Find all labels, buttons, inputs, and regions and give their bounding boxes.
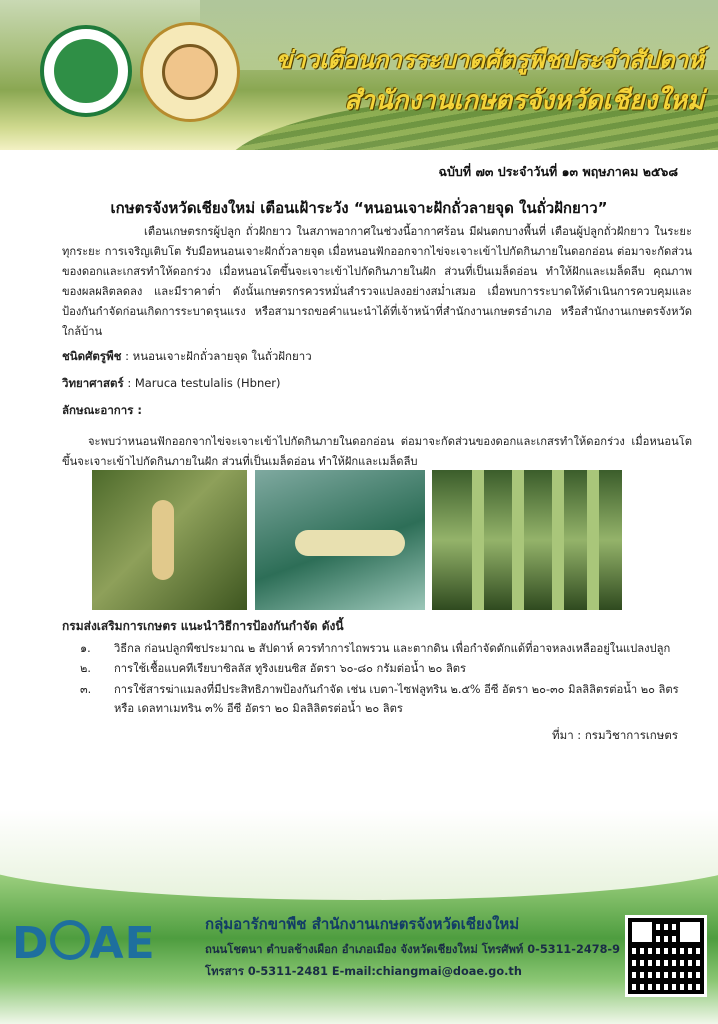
bulletin-title: ข่าวเตือนการระบาดศัตรูพืชประจำสัปดาห์ <box>275 45 704 74</box>
headline: เกษตรจังหวัดเชียงใหม่ เตือนเฝ้าระวัง “หนอนเจาะฝักถั่วลายจุด ในถั่วฝักยาว” <box>110 199 608 217</box>
symptom-paragraph: จะพบว่าหนอนฟักออกจากไข่จะเจาะเข้าไปกัดกินภายในดอกอ่อน ต่อมาจะกัดส่วนของดอกและเกสรทำให้ดอกร่วง เมื่อหนอนโตขึ้นจะเจาะเข้าไปกัดกินภายในฝัก ส่วนที่เป็นเมล็ดอ่อน ทำให้ฝักและเมล็ดลีบ <box>62 435 692 468</box>
recommendation-item <box>80 680 690 718</box>
footer-wave <box>0 810 718 900</box>
bean-pod-photo <box>432 470 622 610</box>
recommendation-item <box>80 659 690 678</box>
item-text: การใช้สารฆ่าแมลงที่มีประสิทธิภาพป้องกันกำจัด เช่น เบตา-ไซฟลูทริน ๒.๕% อีซี อัตรา ๒๐-๓๐ มิลลิลิตรต่อน้ำ ๒๐ ลิตร <box>114 683 679 696</box>
recommendations-title: กรมส่งเสริมการเกษตร แนะนำวิธีการป้องกันกำจัด ดังนี้ <box>62 619 344 633</box>
qr-code-icon[interactable] <box>625 915 707 997</box>
source-credit: ที่มา : กรมวิชาการเกษตร <box>552 728 678 742</box>
item-text: การใช้เชื้อแบคทีเรียบาซิลลัส ทูริงเยนซิส อัตรา ๖๐-๘๐ กรัมต่อน้ำ ๒๐ ลิตร <box>114 662 467 675</box>
symptom-label: ลักษณะอาการ : <box>62 403 143 417</box>
pest-type-label: ชนิดศัตรูพืช <box>62 349 122 363</box>
footer-organization: กลุ่มอารักขาพืช สำนักงานเกษตรจังหวัดเชียงใหม่ <box>205 915 520 933</box>
issue-number: ฉบับที่ ๗๓ ประจำวันที่ ๑๓ พฤษภาคม ๒๕๖๘ <box>438 164 678 179</box>
doae-logo <box>12 918 156 969</box>
footer-address: ถนนโชตนา ตำบลช้างเผือก อำเภอเมือง จังหวัดเชียงใหม่ โทรศัพท์ 0-5311-2478-9 <box>205 943 620 956</box>
doae-logo-d: D <box>12 918 50 969</box>
pest-type-value: : หนอนเจาะฝักถั่วลายจุด ในถั่วฝักยาว <box>125 349 312 363</box>
footer-contact: โทรสาร 0-5311-2481 E-mail:chiangmai@doae.go.th <box>205 965 522 978</box>
intro-paragraph: เตือนเกษตรกรผู้ปลูก ถั่วฝักยาว ในสภาพอากาศในช่วงนี้อากาศร้อน มีฝนตกบางพื้นที่ เตือนผู้ปลูกถั่วฝักยาว ในระยะ ทุกระยะ การเจริญเติบโต รับมือหนอนเจาะฝักถั่วลายจุด เมื่อหนอนฟักออกจากไข่จะเจาะเข้าไปกัดกินภายในดอกอ่อน ต่อมาจะกัดส่วนของดอกและเกสรทำให้ดอกร่วง เมื่อหนอนโตขึ้นจะเจาะเข้าไปกัดกินภายในฝัก ส่วนที่เป็นเมล็ดอ่อน ทำให้ฝักและเมล็ดลีบ คุณภาพของผลผลิตลดลง และมีราคาต่ำ ดังนั้นเกษตรกรควรหมั่นสำรวจแปลงอย่างสม่ำเสมอ เมื่อพบการระบาดให้ดำเนินการควบคุมและป้องกันกำจัดก่อนเกิดการระบาดรุนแรง หรือสามารถขอคำแนะนำได้ที่เจ้าหน้าที่สำนักงานเกษตรอำเภอ หรือสำนักงานเกษตรจังหวัดใกล้บ้าน <box>62 225 692 338</box>
item-text: วิธีกล ก่อนปลูกพืชประมาณ ๒ สัปดาห์ ควรทำการไถพรวน และตากดิน เพื่อกำจัดดักแด้ที่อาจหลงเหลืออยู่ในแปลงปลูก <box>114 642 671 655</box>
item-number: ๒. <box>80 662 91 675</box>
scientific-name-value: : Maruca testulalis (Hbner) <box>127 376 281 390</box>
agency-seal-logo <box>40 25 132 117</box>
doae-logo-ae: AE <box>89 918 156 969</box>
recommendation-item <box>80 639 690 658</box>
scientific-name-label: วิทยาศาสตร์ <box>62 376 124 390</box>
item-number: ๑. <box>80 642 91 655</box>
larva-photo-1 <box>92 470 247 610</box>
larva-photo-2 <box>255 470 425 610</box>
scientific-name-field <box>62 375 281 393</box>
pest-management-center-logo <box>140 22 240 122</box>
office-title: สำนักงานเกษตรจังหวัดเชียงใหม่ <box>344 86 704 116</box>
doae-seal-icon <box>50 920 90 960</box>
item-text-continued: หรือ เดลทาเมทริน ๓% อีซี อัตรา ๒๐ มิลลิลิตรต่อน้ำ ๒๐ ลิตร <box>114 702 403 715</box>
symptom-heading <box>62 402 142 420</box>
header-banner <box>0 0 718 150</box>
pest-type-field <box>62 348 312 366</box>
item-number: ๓. <box>80 683 92 696</box>
